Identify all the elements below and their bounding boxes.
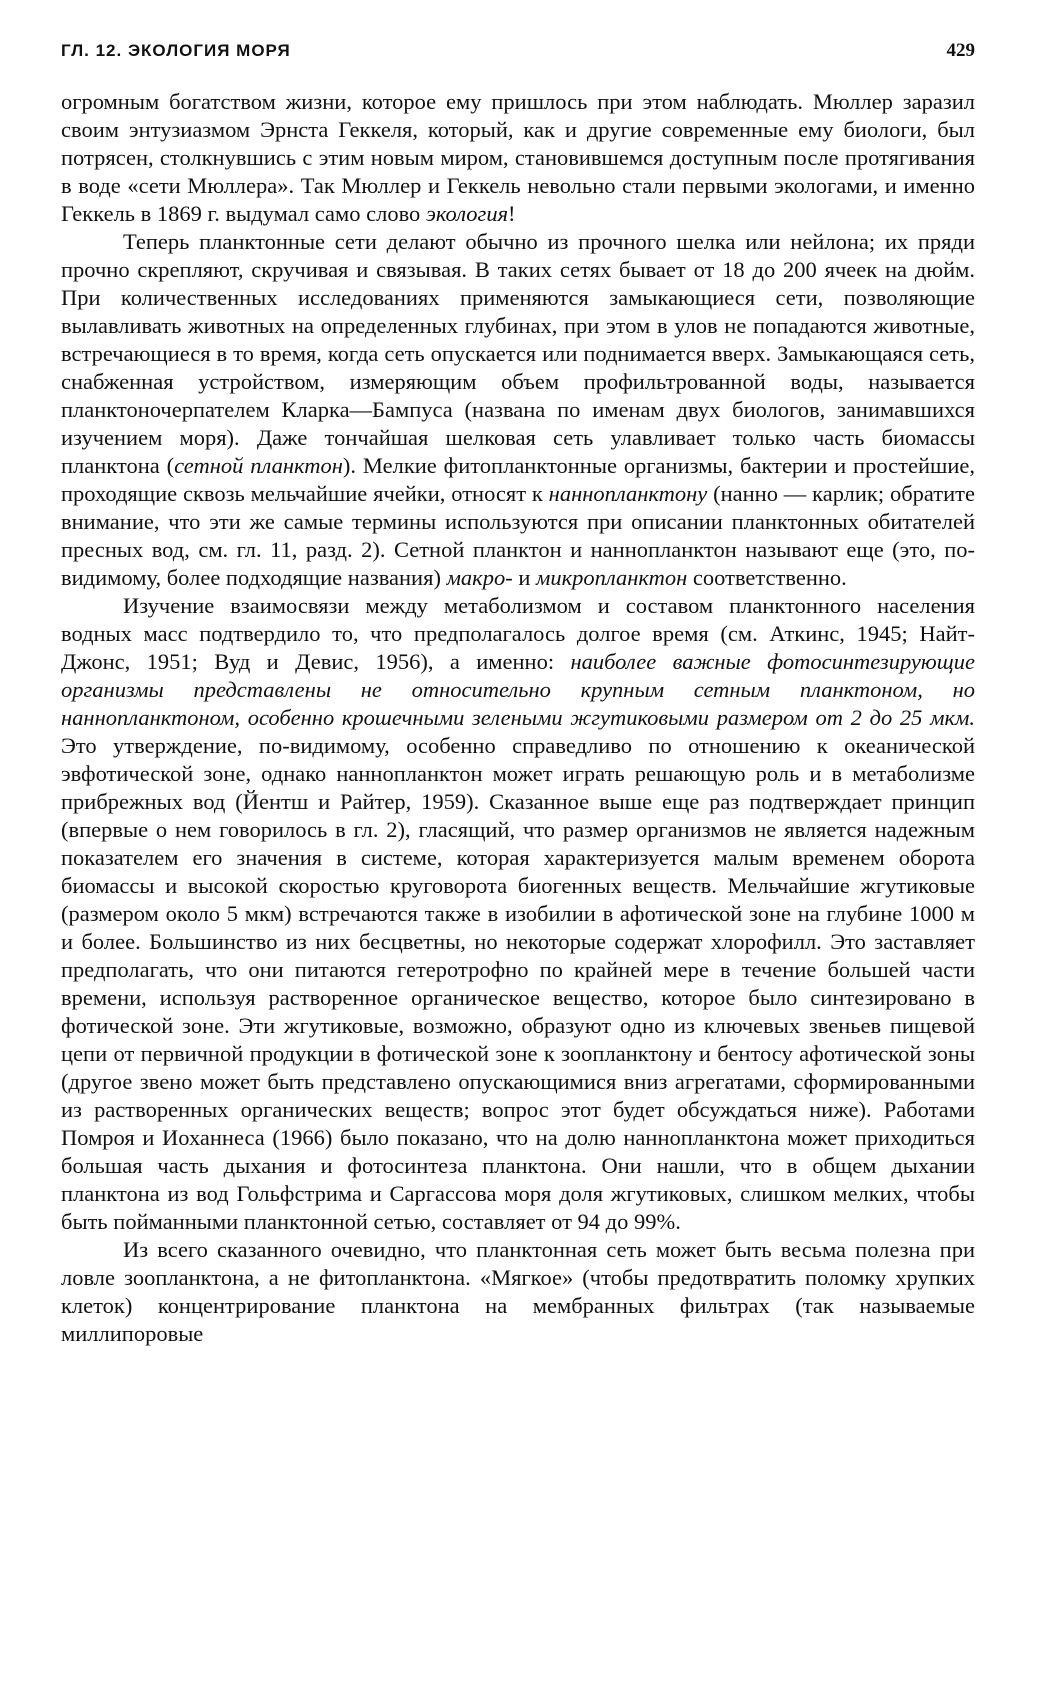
text-run: Из всего сказанного очевидно, что планктонная сеть может быть весьма полезна при ловле зоопланктона, а не фитопланктона. «Мягкое» (чтобы предотвратить поломку хрупких клеток) концентрирование планктона на мембранных фильтрах (так называемые миллипоровые: [61, 1237, 975, 1346]
italic-term: макро-: [446, 565, 513, 590]
text-run: !: [508, 201, 516, 226]
italic-term: наннопланктону: [548, 481, 708, 506]
paragraph-4: [61, 1236, 975, 1348]
paragraph-2: [61, 228, 975, 592]
text-run: Изучение взаимосвязи между метаболизмом и составом планктонного населения водных масс подтвердило то, что предполагалось долгое время (см. Аткинс, 1945; Найт-Джонс, 1951; Вуд и Девис, 1956), а именно:: [61, 593, 975, 674]
text-run: Теперь планктонные сети делают обычно из прочного шелка или нейлона; их пряди прочно скрепляют, скручивая и связывая. В таких сетях бывает от 18 до 200 ячеек на дюйм. При количественных исследованиях применяются замыкающиеся сети, позволяющие вылавливать животных на определенных глубинах, при этом в улов не попадаются животные, встречающиеся в то время, когда сеть опускается или поднимается вверх. Замыкающаяся сеть, снабженная устройством, измеряющим объем профильтрованной воды, называется планктоночерпателем Кларка—Бампуса (названа по именам двух биологов, занимавшихся изучением моря). Даже тончайшая шелковая сеть улавливает только часть биомассы планктона (: [61, 229, 975, 478]
text-run: ). Мелкие фитопланктонные организмы, бактерии и простейшие, проходящие сквозь мельчайшие ячейки, относят к: [61, 453, 975, 506]
italic-term: сетной планктон: [174, 453, 343, 478]
italic-statement: наиболее важные фотосинтезирующие организмы представлены не относительно крупным сетным планктоном, но наннопланктоном, особенно крошечными зелеными жгутиковыми размером от 2 до 25 мкм.: [61, 649, 975, 730]
chapter-title: ГЛ. 12. ЭКОЛОГИЯ МОРЯ: [61, 41, 291, 60]
italic-term: микропланктон: [536, 565, 688, 590]
text-run: (нанно — карлик; обратите внимание, что эти же самые термины используются при описании планктонных обитателей пресных вод, см. гл. 11, разд. 2). Сетной планктон и наннопланктон называют еще (это, по-видимому, более подходящие названия): [61, 481, 975, 590]
text-run: Это утверждение, по-видимому, особенно справедливо по отношению к океанической эвфотической зоне, однако наннопланктон может играть решающую роль и в метаболизме прибрежных вод (Йентш и Райтер, 1959). Сказанное выше еще раз подтверждает принцип (впервые о нем говорилось в гл. 2), гласящий, что размер организмов не является надежным показателем его значения в системе, которая характеризуется малым временем оборота биомассы и высокой скоростью круговорота биогенных веществ. Мельчайшие жгутиковые (размером около 5 мкм) встречаются также в изобилии в афотической зоне на глубине 1000 м и более. Большинство из них бесцветны, но некоторые содержат хлорофилл. Это заставляет предполагать, что они питаются гетеротрофно по крайней мере в течение большей части времени, используя растворенное органическое вещество, которое было синтезировано в фотической зоне. Эти жгутиковые, возможно, образуют одно из ключевых звеньев пищевой цепи от первичной продукции в фотической зоне к зоопланктону и бентосу афотической зоны (другое звено может быть представлено опускающимися вниз агрегатами, сформированными из растворенных органических веществ; вопрос этот будет обсуждаться ниже). Работами Помроя и Иоханнеса (1966) было показано, что на долю наннопланктона может приходиться большая часть дыхания и фотосинтеза планктона. Они нашли, что в общем дыхании планктона из вод Гольфстрима и Саргассова моря доля жгутиковых, слишком мелких, чтобы быть пойманными планктонной сетью, составляет от 94 до 99%.: [61, 733, 975, 1234]
text-run: соответственно.: [687, 565, 847, 590]
italic-term: экология: [425, 201, 509, 226]
paragraph-3: [61, 592, 975, 1236]
text-run: огромным богатством жизни, которое ему пришлось при этом наблюдать. Мюллер заразил своим энтузиазмом Эрнста Геккеля, который, как и другие современные ему биологи, был потрясен, столкнувшись с этим новым миром, становившемся доступным после протягивания в воде «сети Мюллера». Так Мюллер и Геккель невольно стали первыми экологами, и именно Геккель в 1869 г. выдумал само слово: [61, 89, 975, 226]
page-number: 429: [946, 40, 975, 61]
text-run: и: [512, 565, 537, 590]
paragraph-1: [61, 88, 975, 228]
body-text: [61, 88, 975, 1348]
book-page: [61, 40, 975, 1348]
running-head: [61, 40, 975, 88]
